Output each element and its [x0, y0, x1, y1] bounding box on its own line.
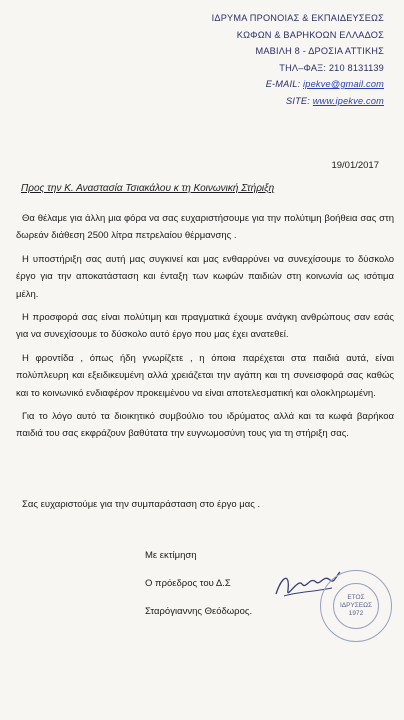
org-name: ΙΔΡΥΜΑ ΠΡΟΝΟΙΑΣ & ΕΚΠΑΙΔΕΥΣΕΩΣ: [211, 13, 384, 23]
seal-line2: ΙΔΡΥΣΕΩΣ: [339, 602, 373, 609]
signoff-regards: Με εκτίμηση: [145, 550, 197, 561]
signoff-title: Ο πρόεδρος του Δ.Σ: [145, 578, 231, 589]
signoff-name: Σταρόγιαννης Θεόδωρος.: [145, 606, 253, 617]
seal-inner: [333, 583, 379, 629]
closing-line: Σας ευχαριστούμε για την συμπαράσταση στο έργο μας .: [22, 499, 261, 510]
paragraph: Η προσφορά σας είναι πολύτιμη και πραγματικά έχουμε ανάγκη ανθρώπους σαν εσάς για να συνεχίσουμε το δύσκολο αυτό έργο που μας έχει ανατεθεί.: [16, 312, 394, 341]
org-name-2: ΚΩΦΩΝ & ΒΑΡΗΚΟΩΝ ΕΛΛΑΔΟΣ: [236, 29, 384, 40]
seal-year: 1972: [348, 610, 364, 617]
site-label: SITE:: [286, 95, 311, 106]
email-label: E-MAIL:: [265, 79, 301, 89]
org-phone: ΤΗΛ–ΦΑΞ: 210 8131139: [279, 62, 384, 73]
paragraph: Θα θέλαμε για άλλη μια φόρα να σας ευχαριστήσουμε για την πολύτιμη βοήθεια σας στη δωρεάν διάθεση 2500 λίτρα πετρελαίου θέρμανσης .: [16, 213, 394, 242]
paragraph: Η φροντίδα , όπως ήδη γνωρίζετε , η όποια παρέχεται στα παιδιά αυτά, είναι πολύπλευρη και εξειδικευμένη αλλά χρειάζεται την αγάπη και τη συνεισφορά σας καθώς και το κοινωνικό ενδιαφέρον προκειμένου να είναι αποτελεσματική και ολοκληρωμένη.: [16, 352, 394, 399]
org-site: [212, 93, 384, 110]
letter-subject: Προς την Κ. Αναστασία Τσιακάλου κ τη Κοινωνική Στήριξη: [21, 183, 275, 194]
org-address: ΜΑΒΙΛΗ 8 - ΔΡΟΣΙΑ ΑΤΤΙΚΗΣ: [255, 46, 384, 56]
paragraph: Η υποστήριξη σας αυτή μας συγκινεί και μας ενθαρρύνει να συνεχίσουμε το δύσκολο έργο για την αποκατάσταση και ένταξη των κωφών παιδιών στη κοινωνία ως ισότιμα μέλη.: [16, 253, 394, 300]
letter-date: 19/01/2017: [331, 160, 379, 171]
paragraph: Για το λόγο αυτό τα διοικητικό συμβούλιο του ιδρύματος αλλά και τα κωφά βαρήκοα παιδιά του σας εκφράζουν βαθύτατα την ευγνωμοσύνη τους για τη στήριξη σας.: [16, 411, 394, 440]
org-email: [212, 76, 384, 93]
seal-line1: ΕΤΟΣ: [347, 594, 365, 601]
seal-stamp: [320, 570, 392, 642]
letter-body: [16, 210, 394, 449]
email-link[interactable]: ipekve@gmail.com: [303, 79, 384, 89]
letterhead: [212, 10, 384, 109]
site-link[interactable]: www.ipekve.com: [312, 95, 384, 106]
